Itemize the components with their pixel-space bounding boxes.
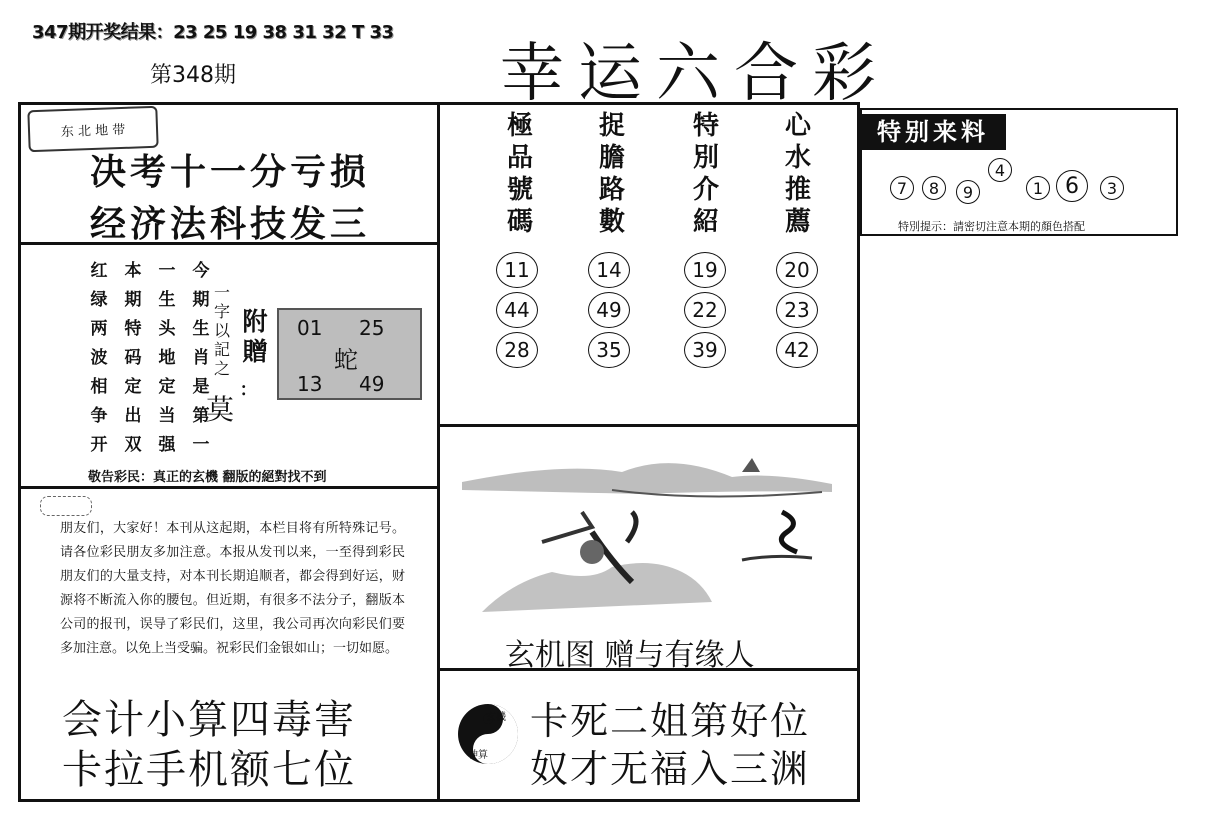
poem-char: 定: [158, 377, 176, 397]
riddle-line-2: 经济法科技发三: [90, 203, 371, 245]
message-line-1: 会计小算四毒害: [62, 697, 356, 743]
gift-zodiac: 蛇: [334, 346, 358, 374]
special-num: 3: [1100, 176, 1124, 200]
poem-char: 一: [158, 261, 176, 281]
poem-char: 生: [192, 319, 210, 339]
gift-num: 13: [297, 372, 323, 396]
poem-char: 是: [192, 377, 210, 397]
section-tag: 东 北 地 带: [27, 106, 158, 153]
gift-num: 25: [359, 316, 385, 340]
poem-char: 码: [124, 348, 142, 368]
yinyang-label-top: 玄機: [486, 712, 506, 723]
number-circle: 42: [776, 332, 818, 368]
number-circle: 19: [684, 252, 726, 288]
poem-char: 定: [124, 377, 142, 397]
notice-text: 敬告彩民：真正的玄機 翻版的絕對找不到: [88, 470, 327, 485]
number-circle: 11: [496, 252, 538, 288]
poem-char: 出: [124, 406, 142, 426]
message-tag-decoration: [40, 496, 92, 516]
vertical-hint: 一字以記之: [213, 283, 230, 378]
number-circle: 44: [496, 292, 538, 328]
poem-char: 特: [124, 319, 142, 339]
poem-char: 当: [158, 406, 176, 426]
gift-label: 附贈: [242, 307, 268, 366]
column-title: 特別介紹: [692, 111, 719, 237]
special-num: 6: [1056, 170, 1088, 202]
number-circle: 28: [496, 332, 538, 368]
message-paragraph: 朋友们，大家好！本刊从这起期，本栏目将有所特殊记号。请各位彩民朋友多加注意。本报从发刊以来，一至得到彩民朋友们的大量支持，对本刊长期追顺者，都会得到好运，财源将不断流入你的腰包。但近期，有很多不法分子，翻版本公司的报刊，误导了彩民们，这里，我公司再次向彩民们要多加注意。以免上当受骗。祝彩民们金银如山；一切如愿。: [60, 521, 405, 656]
poem-char: 肖: [192, 348, 210, 368]
number-circle: 39: [684, 332, 726, 368]
riddle-answer-char: 莫: [206, 393, 235, 426]
column-title: 捉膽路數: [598, 111, 625, 237]
poem-grid: [82, 256, 218, 459]
poem-char: 生: [158, 290, 176, 310]
special-title: 特别来料: [860, 114, 1006, 150]
number-circle: 22: [684, 292, 726, 328]
poem-char: 相: [90, 377, 108, 397]
page-title: 幸运六合彩: [500, 37, 890, 111]
special-hint: 特別提示：請密切注意本期的顏色搭配: [898, 220, 1085, 233]
poem-char: 地: [158, 348, 176, 368]
poem-char: 绿: [90, 290, 108, 310]
column-title: 心水推薦: [784, 111, 811, 237]
gift-num: 49: [359, 372, 385, 396]
number-circle: 14: [588, 252, 630, 288]
poem-char: 开: [90, 435, 108, 455]
poem-char: 一: [192, 435, 210, 455]
riddle-line-4: 奴才无福入三渊: [530, 747, 811, 791]
poem-char: 红: [90, 261, 108, 281]
riddle-illustration: [442, 432, 856, 628]
gift-colon: :: [240, 376, 248, 401]
poem-char: 波: [90, 348, 108, 368]
poem-char: 争: [90, 406, 108, 426]
poem-char: 期: [124, 290, 142, 310]
illustration-caption: 玄机图 赠与有缘人: [505, 638, 755, 673]
center-divider: [437, 102, 440, 802]
number-circle: 20: [776, 252, 818, 288]
gift-box: [277, 308, 422, 400]
message-line-2: 卡拉手机额七位: [62, 747, 356, 793]
poem-char: 头: [158, 319, 176, 339]
riddle-line-3: 卡死二姐第好位: [530, 699, 811, 743]
special-num: 8: [922, 176, 946, 200]
left-divider-2: [18, 486, 438, 489]
special-num: 7: [890, 176, 914, 200]
special-num: 9: [956, 180, 980, 204]
number-circle: 35: [588, 332, 630, 368]
last-draw-result: 347期开奖结果：23 25 19 38 31 32 T 33: [32, 22, 394, 43]
number-circle: 49: [588, 292, 630, 328]
poem-char: 第: [192, 406, 210, 426]
poem-char: 本: [124, 261, 142, 281]
yinyang-label-bottom: 神算: [468, 750, 488, 761]
center-divider-1: [437, 424, 860, 427]
issue-number: 第348期: [150, 63, 236, 88]
poem-char: 双: [124, 435, 142, 455]
riddle-line-1: 决考十一分亏损: [90, 151, 371, 193]
poem-char: 今: [192, 261, 210, 281]
special-num: 1: [1026, 176, 1050, 200]
column-title: 極品號碼: [506, 111, 533, 237]
poem-char: 两: [90, 319, 108, 339]
poem-char: 强: [158, 435, 176, 455]
gift-num: 01: [297, 316, 323, 340]
number-circle: 23: [776, 292, 818, 328]
poem-char: 期: [192, 290, 210, 310]
special-num: 4: [988, 158, 1012, 182]
